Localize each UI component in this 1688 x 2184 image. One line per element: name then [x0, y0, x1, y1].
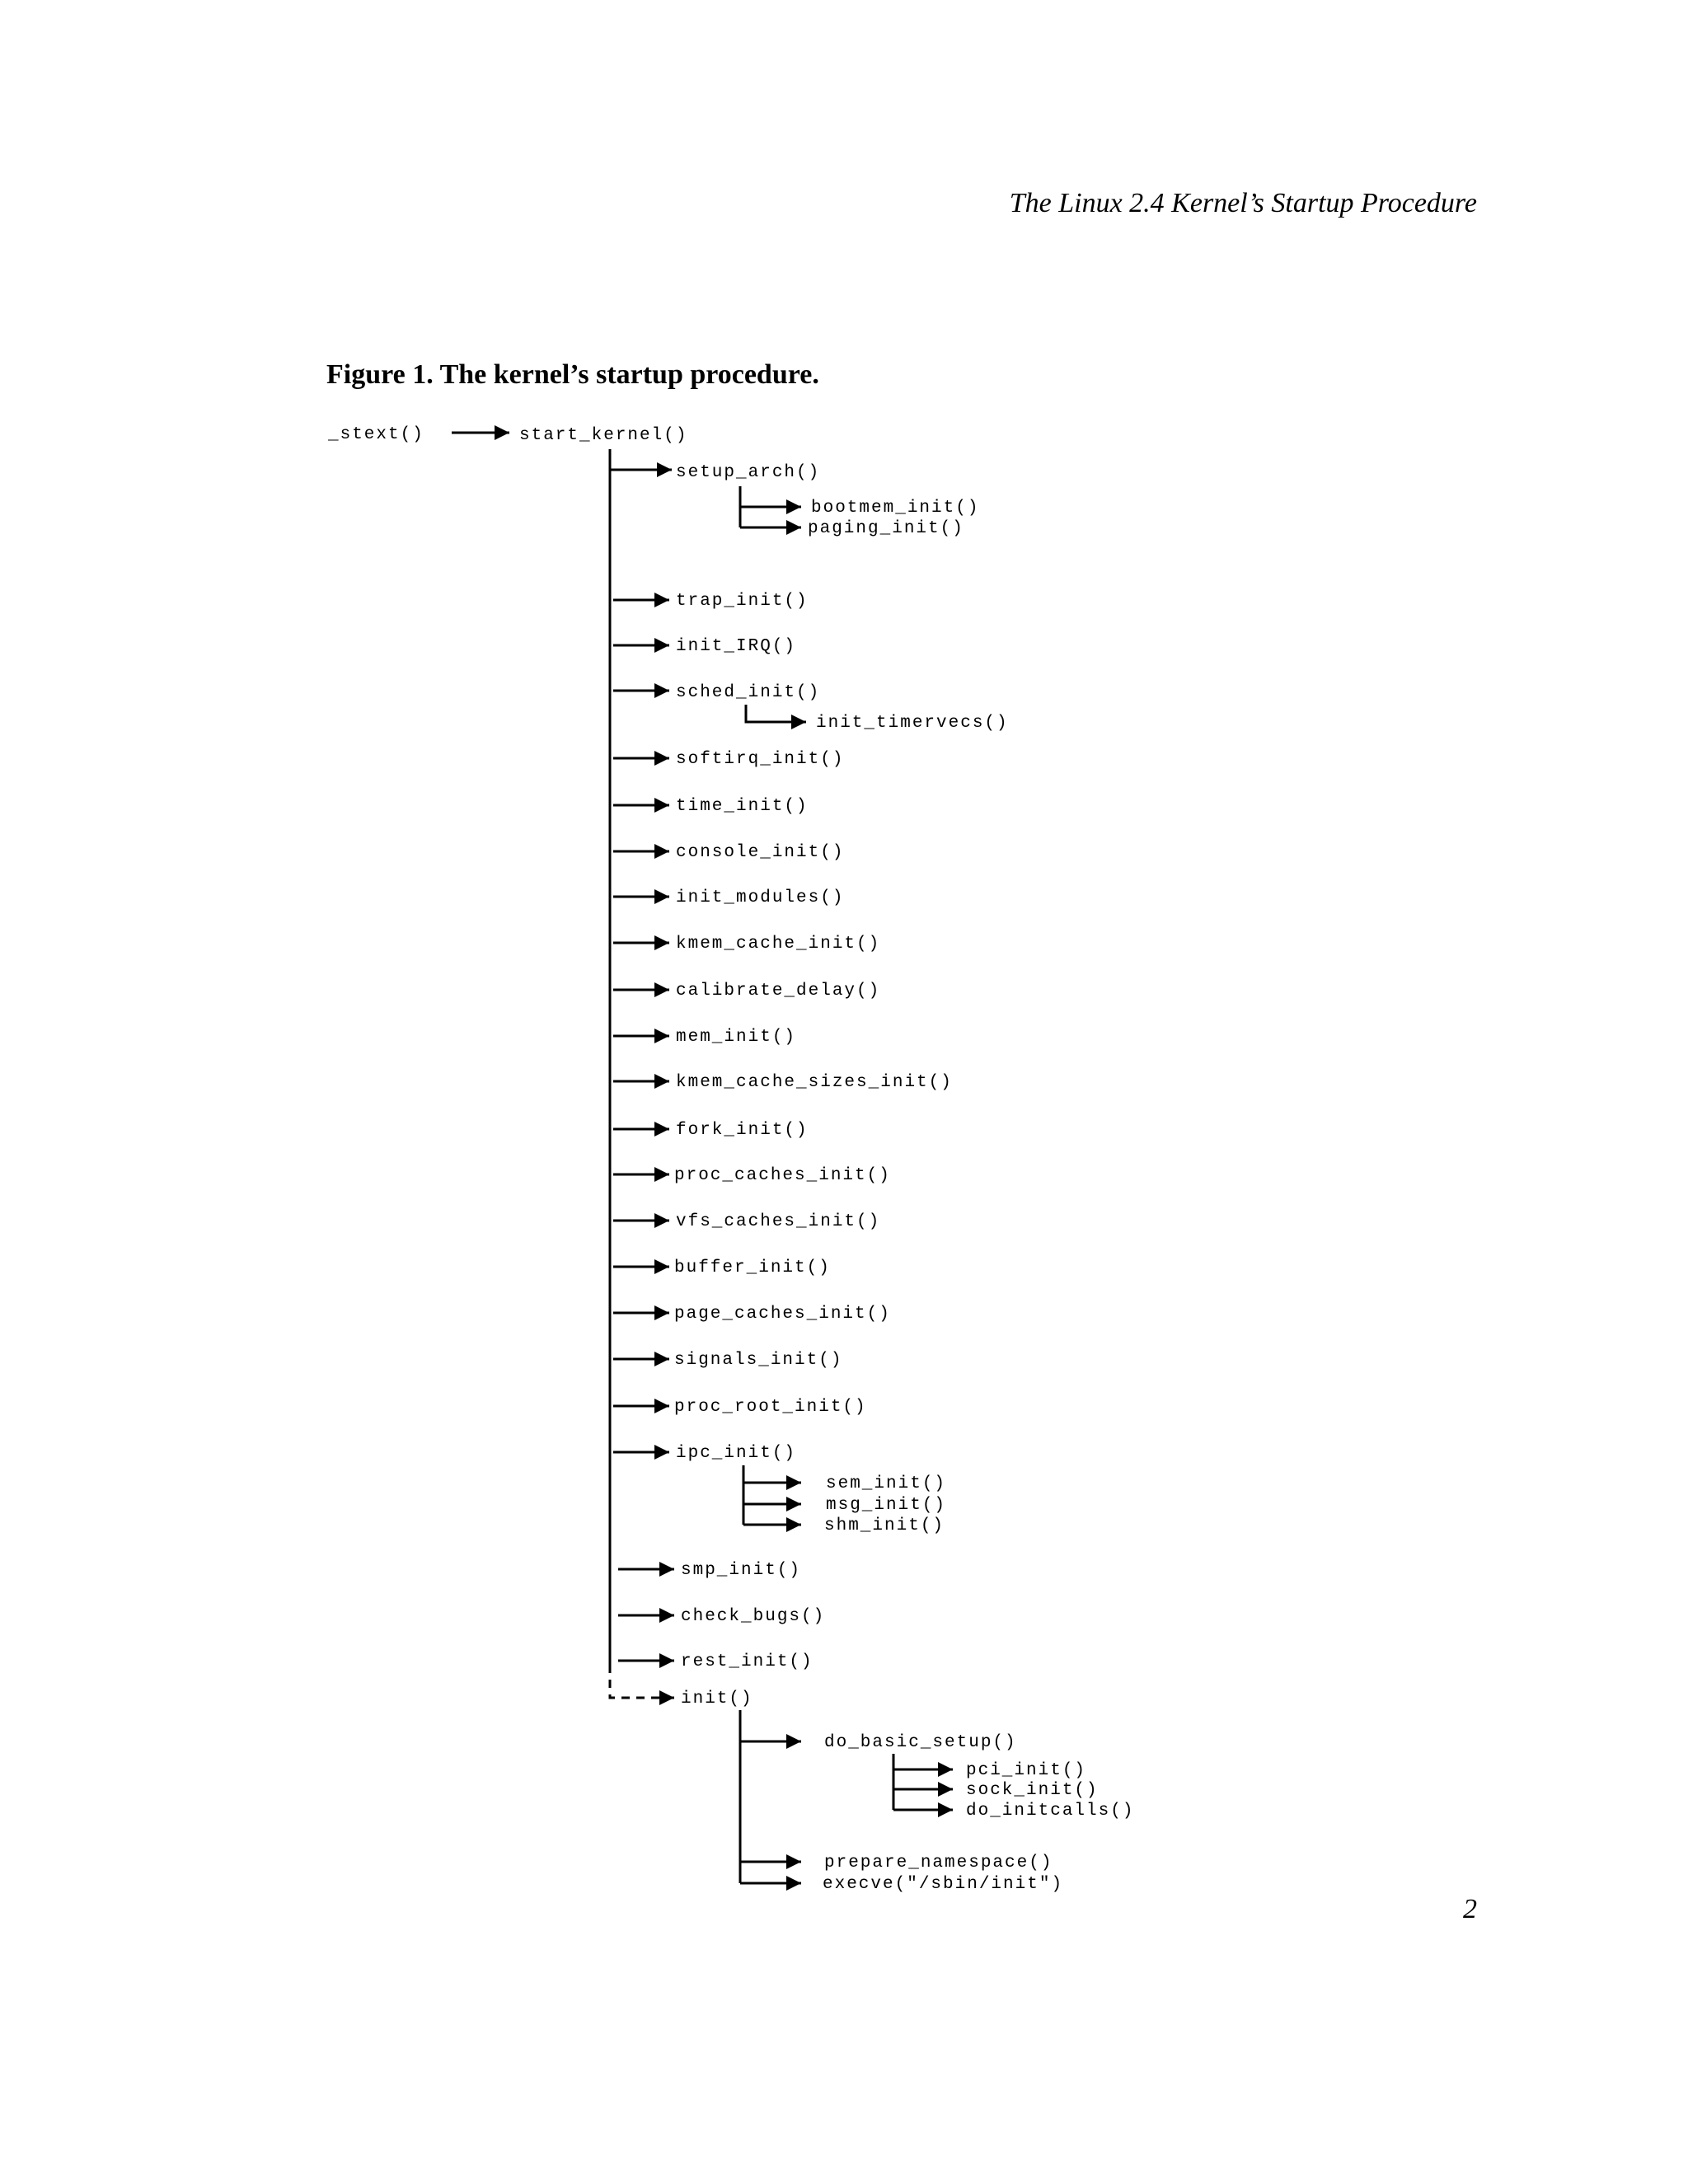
node-buffer-init: buffer_init() — [674, 1258, 831, 1277]
node-init-modules: init_modules() — [676, 888, 845, 907]
node-console-init: console_init() — [676, 843, 845, 862]
node-msg-init: msg_init() — [826, 1496, 947, 1515]
node-rest-init: rest_init() — [681, 1652, 814, 1671]
node-check-bugs: check_bugs() — [681, 1607, 826, 1626]
figure-title: Figure 1. The kernel’s startup procedure. — [326, 359, 819, 390]
node-sem-init: sem_init() — [826, 1474, 947, 1493]
node-page-caches-init: page_caches_init() — [674, 1305, 891, 1324]
node-shm-init: shm_init() — [824, 1516, 945, 1535]
node-init-irq: init_IRQ() — [676, 637, 797, 656]
node-init-timervecs: init_timervecs() — [816, 714, 1009, 733]
node-softirq-init: softirq_init() — [676, 750, 845, 769]
rest-init-to-init-dashed-connector — [610, 1665, 666, 1698]
node-execve: execve("/sbin/init") — [823, 1875, 1064, 1894]
node-bootmem-init: bootmem_init() — [811, 499, 980, 518]
node-vfs-caches-init: vfs_caches_init() — [676, 1212, 881, 1231]
node-trap-init: trap_init() — [676, 592, 809, 611]
node-smp-init: smp_init() — [681, 1561, 802, 1580]
node-fork-init: fork_init() — [676, 1121, 809, 1140]
node-calibrate-delay: calibrate_delay() — [676, 982, 881, 1001]
node-proc-root-init: proc_root_init() — [674, 1398, 867, 1417]
node-setup-arch: setup_arch() — [676, 463, 821, 482]
node-start-kernel: start_kernel() — [519, 426, 688, 445]
node-kmem-cache-sizes-init: kmem_cache_sizes_init() — [676, 1073, 953, 1092]
arrow-to-init-timervecs — [746, 705, 806, 722]
node-paging-init: paging_init() — [808, 519, 964, 538]
running-header: The Linux 2.4 Kernel’s Startup Procedure — [1009, 188, 1477, 218]
node-time-init: time_init() — [676, 797, 809, 816]
node-init: init() — [681, 1690, 753, 1708]
node-prepare-namespace: prepare_namespace() — [824, 1854, 1053, 1872]
node-mem-init: mem_init() — [676, 1028, 797, 1047]
node-ipc-init: ipc_init() — [676, 1444, 797, 1463]
node-proc-caches-init: proc_caches_init() — [674, 1166, 891, 1185]
node-sched-init: sched_init() — [676, 683, 821, 702]
node-do-basic-setup: do_basic_setup() — [824, 1733, 1017, 1752]
node-stext: _stext() — [328, 425, 424, 444]
node-signals-init: signals_init() — [674, 1351, 843, 1370]
page-number: 2 — [1463, 1894, 1477, 1924]
node-pci-init: pci_init() — [966, 1761, 1087, 1780]
node-do-initcalls: do_initcalls() — [966, 1802, 1135, 1821]
node-kmem-cache-init: kmem_cache_init() — [676, 935, 881, 954]
node-sock-init: sock_init() — [966, 1781, 1099, 1800]
